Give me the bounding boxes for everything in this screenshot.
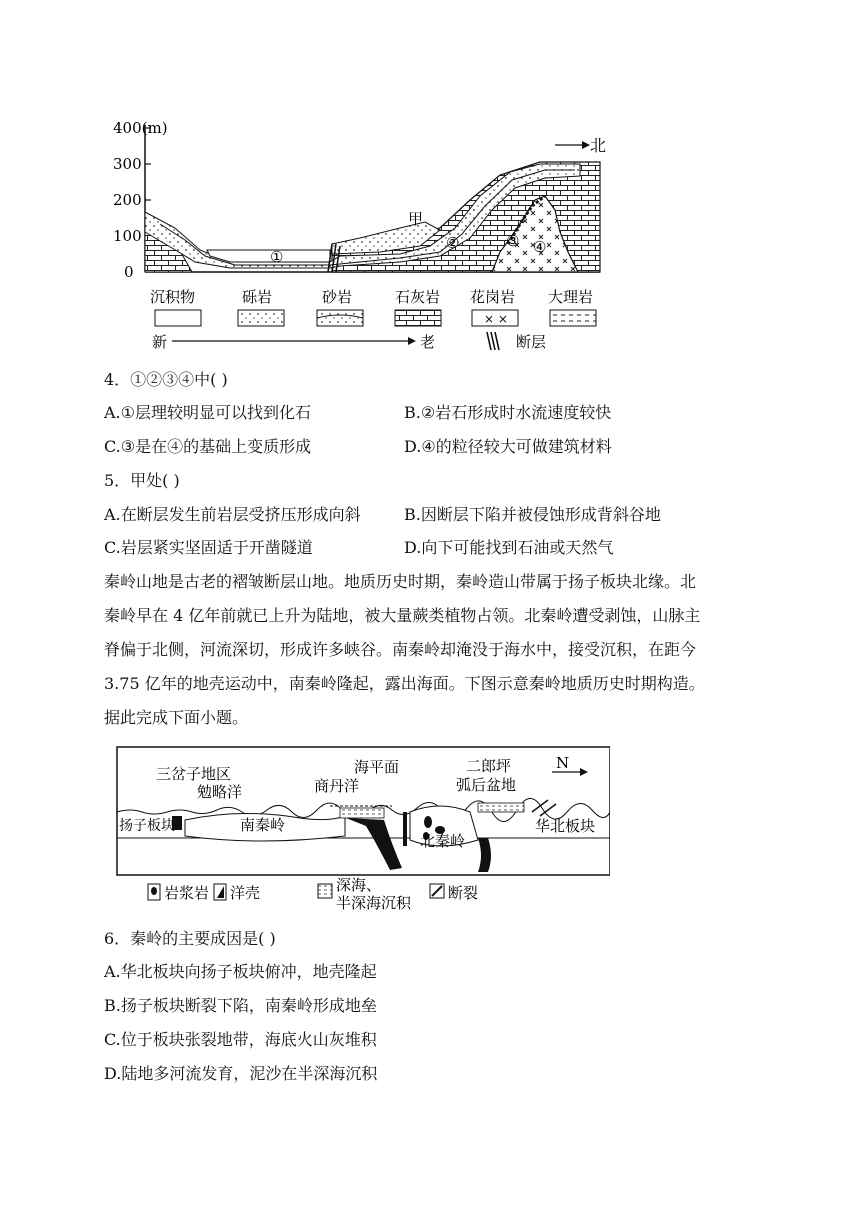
legend-limestone: 石灰岩 (395, 288, 441, 306)
label-2: ② (446, 234, 460, 252)
label-jia: 甲 (408, 210, 424, 228)
q5-stem: 5．甲处( ) (104, 471, 180, 490)
passage-line-1: 秦岭山地是古老的褶皱断层山地。地质历史时期，秦岭造山带属于扬子板块北缘。北 (104, 572, 697, 591)
passage-line-4: 3.75 亿年的地壳运动中，南秦岭隆起，露出海面。下图示意秦岭地质历史时期构造。 (104, 674, 705, 693)
passage (104, 565, 776, 735)
q4-option-a[interactable]: A.①层理较明显可以找到化石 (104, 403, 311, 422)
label-north-qinling: 北秦岭 (420, 832, 466, 850)
y-tick-0: 0 (124, 263, 134, 281)
q4-option-d[interactable]: D.④的粒径较大可做建筑材料 (404, 437, 612, 456)
q6-option-d[interactable]: D.陆地多河流发育，泥沙在半深海沉积 (104, 1064, 378, 1083)
q4-stem: 4．①②③④中( ) (104, 370, 228, 389)
passage-line-5: 据此完成下面小题。 (104, 708, 249, 727)
legend-fault: 断裂 (448, 884, 479, 902)
legend-sandstone: 砂岩 (322, 288, 353, 306)
label-3: ③ (506, 232, 520, 250)
svg-text:× ×: × × (484, 312, 508, 326)
label-1: ① (270, 248, 284, 266)
legend-magmatic: 岩浆岩 (164, 884, 210, 902)
q5-option-a[interactable]: A.在断层发生前岩层受挤压形成向斜 (104, 505, 361, 524)
y-tick-300: 300 (113, 155, 142, 173)
passage-line-3: 脊偏于北侧，河流深切，形成许多峡谷。南秦岭却淹没于海水中，接受沉积，在距今 (104, 640, 697, 659)
deep-sea-sediment (340, 808, 384, 818)
label-backarc: 弧后盆地 (456, 776, 517, 794)
legend-sediment: 沉积物 (150, 288, 196, 306)
label-erlangping: 二郎坪 (466, 757, 512, 775)
y-tick-100: 100 (113, 227, 142, 245)
legend-semi-deep: 半深海沉积 (336, 894, 412, 910)
north-label: 北 (590, 136, 607, 155)
qinling-tectonic-figure (110, 740, 610, 910)
q5-option-c[interactable]: C.岩层紧实坚固适于开凿隧道 (104, 538, 313, 557)
label-mianlue: 勉略洋 (197, 783, 243, 801)
label-4: ④ (533, 238, 547, 256)
legend-fault: 断层 (516, 333, 547, 351)
label-shangdan: 商丹洋 (314, 777, 360, 795)
label-sea-level: 海平面 (354, 758, 400, 776)
sediment-lowland (207, 250, 330, 262)
q4-option-c[interactable]: C.③是在④的基础上变质形成 (104, 437, 312, 456)
q5-option-d[interactable]: D.向下可能找到石油或天然气 (404, 538, 614, 557)
y-unit-label: 400(m) (113, 119, 168, 137)
legend-granite: 花岗岩 (470, 288, 516, 306)
legend-deep-sea: 深海、 (336, 876, 382, 894)
legend-conglomerate: 砾岩 (242, 288, 273, 306)
label-yangtze: 扬子板块 (119, 818, 175, 834)
q6-stem: 6．秦岭的主要成因是( ) (104, 929, 276, 948)
q4-option-b[interactable]: B.②岩石形成时水流速度较快 (404, 403, 612, 422)
label-south-qinling: 南秦岭 (240, 816, 286, 834)
passage-line-2: 秦岭早在 4 亿年前就已上升为陆地，被大量蕨类植物占领。北秦岭遭受剥蚀，山脉主 (104, 606, 701, 625)
figure2-north: N (556, 754, 570, 772)
legend-marble: 大理岩 (548, 288, 594, 306)
q6-option-b[interactable]: B.扬子板块断裂下陷，南秦岭形成地垒 (104, 996, 377, 1015)
label-sanchazi: 三岔子地区 (156, 765, 232, 783)
y-tick-200: 200 (113, 191, 142, 209)
geologic-section-figure (100, 100, 620, 358)
age-new: 新 (152, 333, 168, 351)
q6-option-c[interactable]: C.位于板块张裂地带，海底火山灰堆积 (104, 1030, 377, 1049)
q6-option-a[interactable]: A.华北板块向扬子板块俯冲，地壳隆起 (104, 962, 377, 981)
label-north-china: 华北板块 (535, 817, 596, 835)
age-old: 老 (420, 333, 436, 351)
legend-oceanic-crust: 洋壳 (230, 884, 261, 902)
q5-option-b[interactable]: B.因断层下陷并被侵蚀形成背斜谷地 (404, 505, 661, 524)
